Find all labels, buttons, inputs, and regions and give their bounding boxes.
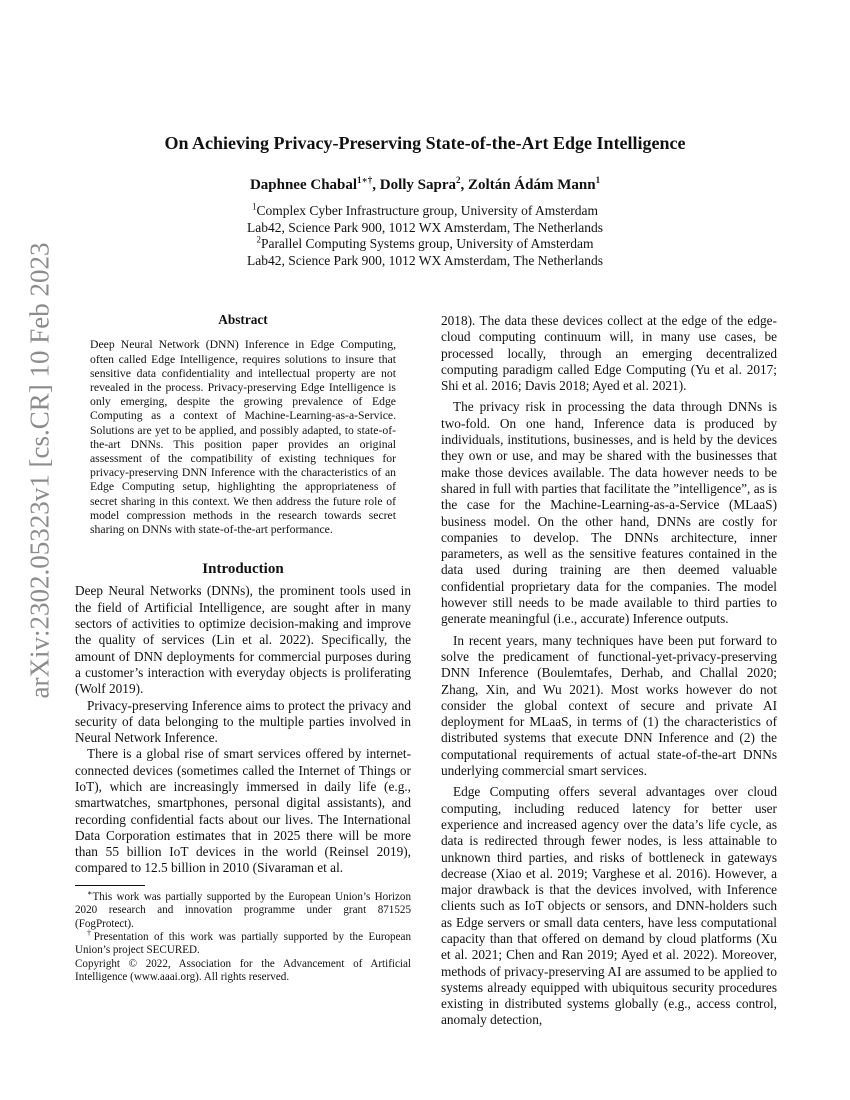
affiliation-line bbox=[0, 253, 850, 270]
introduction-heading: Introduction bbox=[202, 561, 284, 578]
author-separator: , bbox=[372, 177, 380, 193]
arxiv-id-text: arXiv:2302.05323v1 [cs.CR] 10 Feb 2023 bbox=[24, 242, 55, 698]
author-list bbox=[0, 177, 850, 194]
footnote bbox=[75, 928, 411, 958]
author-separator: , bbox=[460, 177, 469, 193]
affiliation-text: Complex Cyber Infrastructure group, University of Amsterdam bbox=[256, 203, 599, 218]
footnote-text: This work was partially supported by the European Union’s Horizon 2020 research and innovation programme under grant 871525 (FogProtect). bbox=[75, 890, 411, 930]
affiliation-number: 2 bbox=[256, 234, 261, 245]
author-affiliation-marker: 1 bbox=[595, 175, 601, 185]
footnote-text: Presentation of this work was partially supported by the European Union’s project SECURED. bbox=[75, 931, 411, 957]
footnote-marker: † bbox=[87, 928, 94, 938]
arxiv-identifier-stamp bbox=[20, 242, 60, 698]
body-paragraph: Edge Computing offers several advantages over cloud computing, including reduced latency for better user experience and increased agency over the data’s life cycle, as data is redirected through fewer nodes, is less attainable to unknown third parties, and risks of bottleneck in gateways decrease (Xiao et al. 2019; Varghese et al. 2016). However, a major drawback is that the devices involved, with Inference clients such as IoT objects or sensors, and DNN-holders such as Edge servers or small data centers, have less computational capacity than that offered on demand by cloud platforms (Xu et al. 2021; Chen and Ran 2019; Ayed et al. 2022). Moreover, methods of privacy-preserving AI are assumed to be applied to systems already equipped with ubiquitous security procedures existing in distributed systems globally (e.g., access control, anomaly detection, bbox=[441, 784, 777, 1028]
intro-paragraph: Privacy-preserving Inference aims to protect the privacy and security of data belonging to the multiple parties involved in Neural Network Inference. bbox=[75, 697, 411, 746]
affiliation-line bbox=[0, 203, 850, 220]
footnote-marker: ∗ bbox=[87, 888, 93, 898]
footnote-divider bbox=[75, 885, 145, 886]
left-column bbox=[75, 312, 411, 994]
affiliations bbox=[0, 203, 850, 269]
abstract-heading: Abstract bbox=[218, 312, 268, 327]
affiliation-text: Lab42, Science Park 900, 1012 WX Amsterdam, The Netherlands bbox=[246, 252, 604, 268]
paper-title: On Achieving Privacy-Preserving State-of-the-Art Edge Intelligence bbox=[164, 133, 686, 153]
author-name: Zoltán Ádám Mann bbox=[468, 177, 596, 193]
body-paragraph: In recent years, many techniques have been put forward to solve the predicament of functional-yet-privacy-preserving DNN Inference (Boulemtafes, Derhab, and Challal 2020; Zhang, Xin, and Wu 2021). Most works however do not consider the global context of secure and private AI deployment for MLaaS, in terms of (1) the characteristics of distributed systems that execute DNN Inference and (2) the computational requirements of actual state-of-the-art DNNs underlying commercial smart services. bbox=[441, 632, 777, 779]
affiliation-line bbox=[0, 220, 850, 237]
affiliation-text: Parallel Computing Systems group, University of Amsterdam bbox=[260, 236, 594, 251]
intro-paragraph: There is a global rise of smart services offered by internet-connected devices (sometimes called the Internet of Things or IoT), which are increasingly immersed in daily life (e.g., smartwatches, smartphones, personal digital assistants), and recording confidential facts about our lives. The International Data Corporation estimates that in 2025 there will be more than 55 billion IoT devices in the world (Reinsel 2019), compared to 12.5 billion in 2010 (Sivaraman et al. bbox=[75, 746, 411, 876]
right-column bbox=[441, 313, 777, 1028]
copyright-notice: Copyright © 2022, Association for the Advancement of Artificial Intelligence (www.aaai.org). All rights reserved. bbox=[75, 957, 411, 984]
body-paragraph: 2018). The data these devices collect at the edge of the edge-cloud computing continuum will, in many use cases, be processed locally, through an emerging decentralized computing paradigm called Edge Computing (Yu et al. 2017; Shi et al. 2016; Davis 2018; Ayed et al. 2021). bbox=[441, 313, 777, 394]
intro-paragraph: Deep Neural Networks (DNNs), the prominent tools used in the field of Artificial Intelligence, are sought after in many sectors of activities to optimize decision-making and improve the quality of services (Lin et al. 2022). Specifically, the amount of DNN deployments for commercial purposes during a customer’s interaction with everyday objects is proliferating (Wolf 2019). bbox=[75, 583, 411, 697]
author-affiliation-marker: 1∗† bbox=[357, 175, 373, 185]
author-name: Daphnee Chabal bbox=[249, 177, 358, 193]
abstract-text: Deep Neural Network (DNN) Inference in Edge Computing, often called Edge Intelligence, requires solutions to insure that sensitive data confidentiality and intellectual property are not revealed in the process. Privacy-preserving Edge Intelligence is only emerging, despite the growing prevalence of Edge Computing as a context of Machine-Learning-as-a-Service. Solutions are yet to be applied, and possibly adapted, to state-of-the-art DNNs. This position paper provides an original assessment of the compatibility of existing techniques for privacy-preserving DNN Inference with the characteristics of an Edge Computing setup, highlighting the appropriateness of secret sharing in this context. We then address the future role of model compression methods in the research towards secret sharing on DNNs with state-of-the-art performance. bbox=[90, 338, 396, 536]
footnote bbox=[75, 888, 411, 931]
footnotes bbox=[75, 888, 411, 985]
affiliation-number: 1 bbox=[251, 201, 257, 212]
author-affiliation-marker: 2 bbox=[456, 175, 461, 185]
body-paragraph: The privacy risk in processing the data through DNNs is two-fold. On one hand, Inference data is produced by individuals, institutions, businesses, and is held by the devices they own or use, and may be shared with the businesses that make those devices available. The data however needs to be shared in full with parties that facilitate the ”intelligence”, as is the case for the Machine-Learning-as-a-Service (MLaaS) business model. On the other hand, DNNs are costly for companies to develop. The DNNs architecture, inner parameters, as well as the sensitive features contained in the data used during training are then deemed valuable confidential proprietary data for the companies. The model however still needs to be made available to third parties to generate meaningful (i.e., accurate) Inference outputs. bbox=[441, 399, 777, 627]
author-name: Dolly Sapra bbox=[379, 177, 457, 193]
affiliation-line bbox=[0, 236, 850, 253]
affiliation-text: Lab42, Science Park 900, 1012 WX Amsterdam, The Netherlands bbox=[246, 219, 604, 235]
